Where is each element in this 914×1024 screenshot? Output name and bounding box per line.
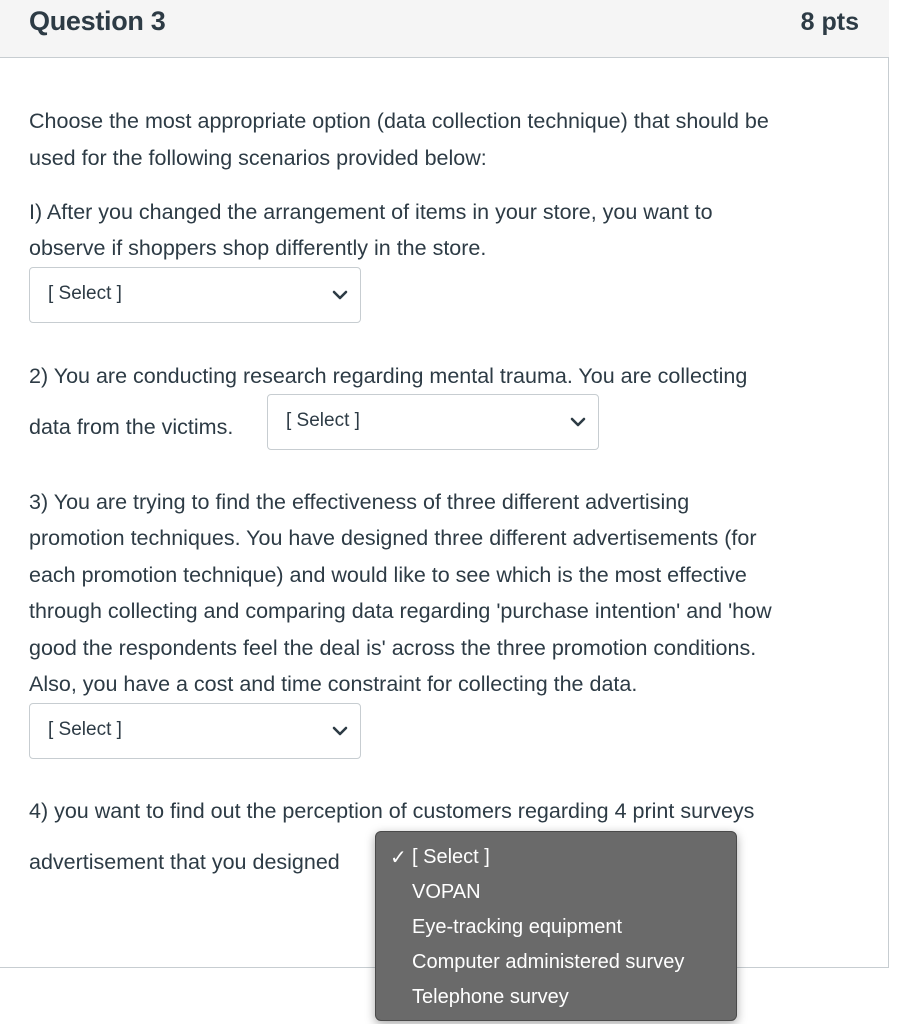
dropdown-option-label: [ Select ] [412,846,490,868]
scenario-3-line-5: good the respondents feel the deal is' across the three promotion conditions. [29,636,757,660]
question-title: Question 3 [29,6,166,36]
question-header [0,0,889,58]
scenario-3-line-2: promotion techniques. You have designed three different advertisements (for [29,526,757,550]
scenario-1-line-2: observe if shoppers shop differently in the store. [29,236,487,260]
scenario-3-line-4: through collecting and comparing data regarding 'purchase intention' and 'how [29,599,772,623]
scenario-2-line-1: 2) You are conducting research regarding mental trauma. You are collecting [29,364,748,388]
chevron-down-icon [332,287,348,303]
intro-text-line-2: used for the following scenarios provided below: [29,146,487,170]
dropdown-option-label: VOPAN [412,881,481,903]
dropdown-option-label: Eye-tracking equipment [412,916,623,938]
chevron-down-icon [570,414,586,430]
scenario-2-select[interactable] [267,394,599,450]
scenario-1-line-1: I) After you changed the arrangement of items in your store, you want to [29,200,713,224]
scenario-4-line-2: advertisement that you designed [29,850,340,874]
scenario-2-line-2: data from the victims. [29,415,234,439]
chevron-down-icon [332,723,348,739]
dropdown-option-eye-tracking[interactable] [376,911,736,946]
dropdown-option-telephone-survey[interactable] [376,981,736,1016]
dropdown-option-vopan[interactable] [376,876,736,911]
checkmark-icon: ✓ [390,847,407,869]
scenario-1-select[interactable] [29,267,361,323]
intro-text-line-1: Choose the most appropriate option (data collection technique) that should be [29,109,769,133]
dropdown-option-label: Computer administered survey [412,951,685,973]
scenario-3-line-3: each promotion technique) and would like to see which is the most effective [29,563,747,587]
dropdown-option-select[interactable] [376,841,736,876]
question-points: 8 pts [800,8,859,36]
dropdown-option-label: Telephone survey [412,986,569,1008]
scenario-3-select-value: [ Select ] [48,719,122,740]
scenario-1-select-value: [ Select ] [48,283,122,304]
scenario-3-line-1: 3) You are trying to find the effectiveness of three different advertising [29,490,690,514]
scenario-4-dropdown-menu [375,831,737,1021]
scenario-4-line-1: 4) you want to find out the perception of customers regarding 4 print surveys [29,799,755,823]
dropdown-option-computer-survey[interactable] [376,946,736,981]
scenario-3-select[interactable] [29,703,361,759]
scenario-3-line-6: Also, you have a cost and time constraint for collecting the data. [29,672,638,696]
scenario-2-select-value: [ Select ] [286,410,360,431]
